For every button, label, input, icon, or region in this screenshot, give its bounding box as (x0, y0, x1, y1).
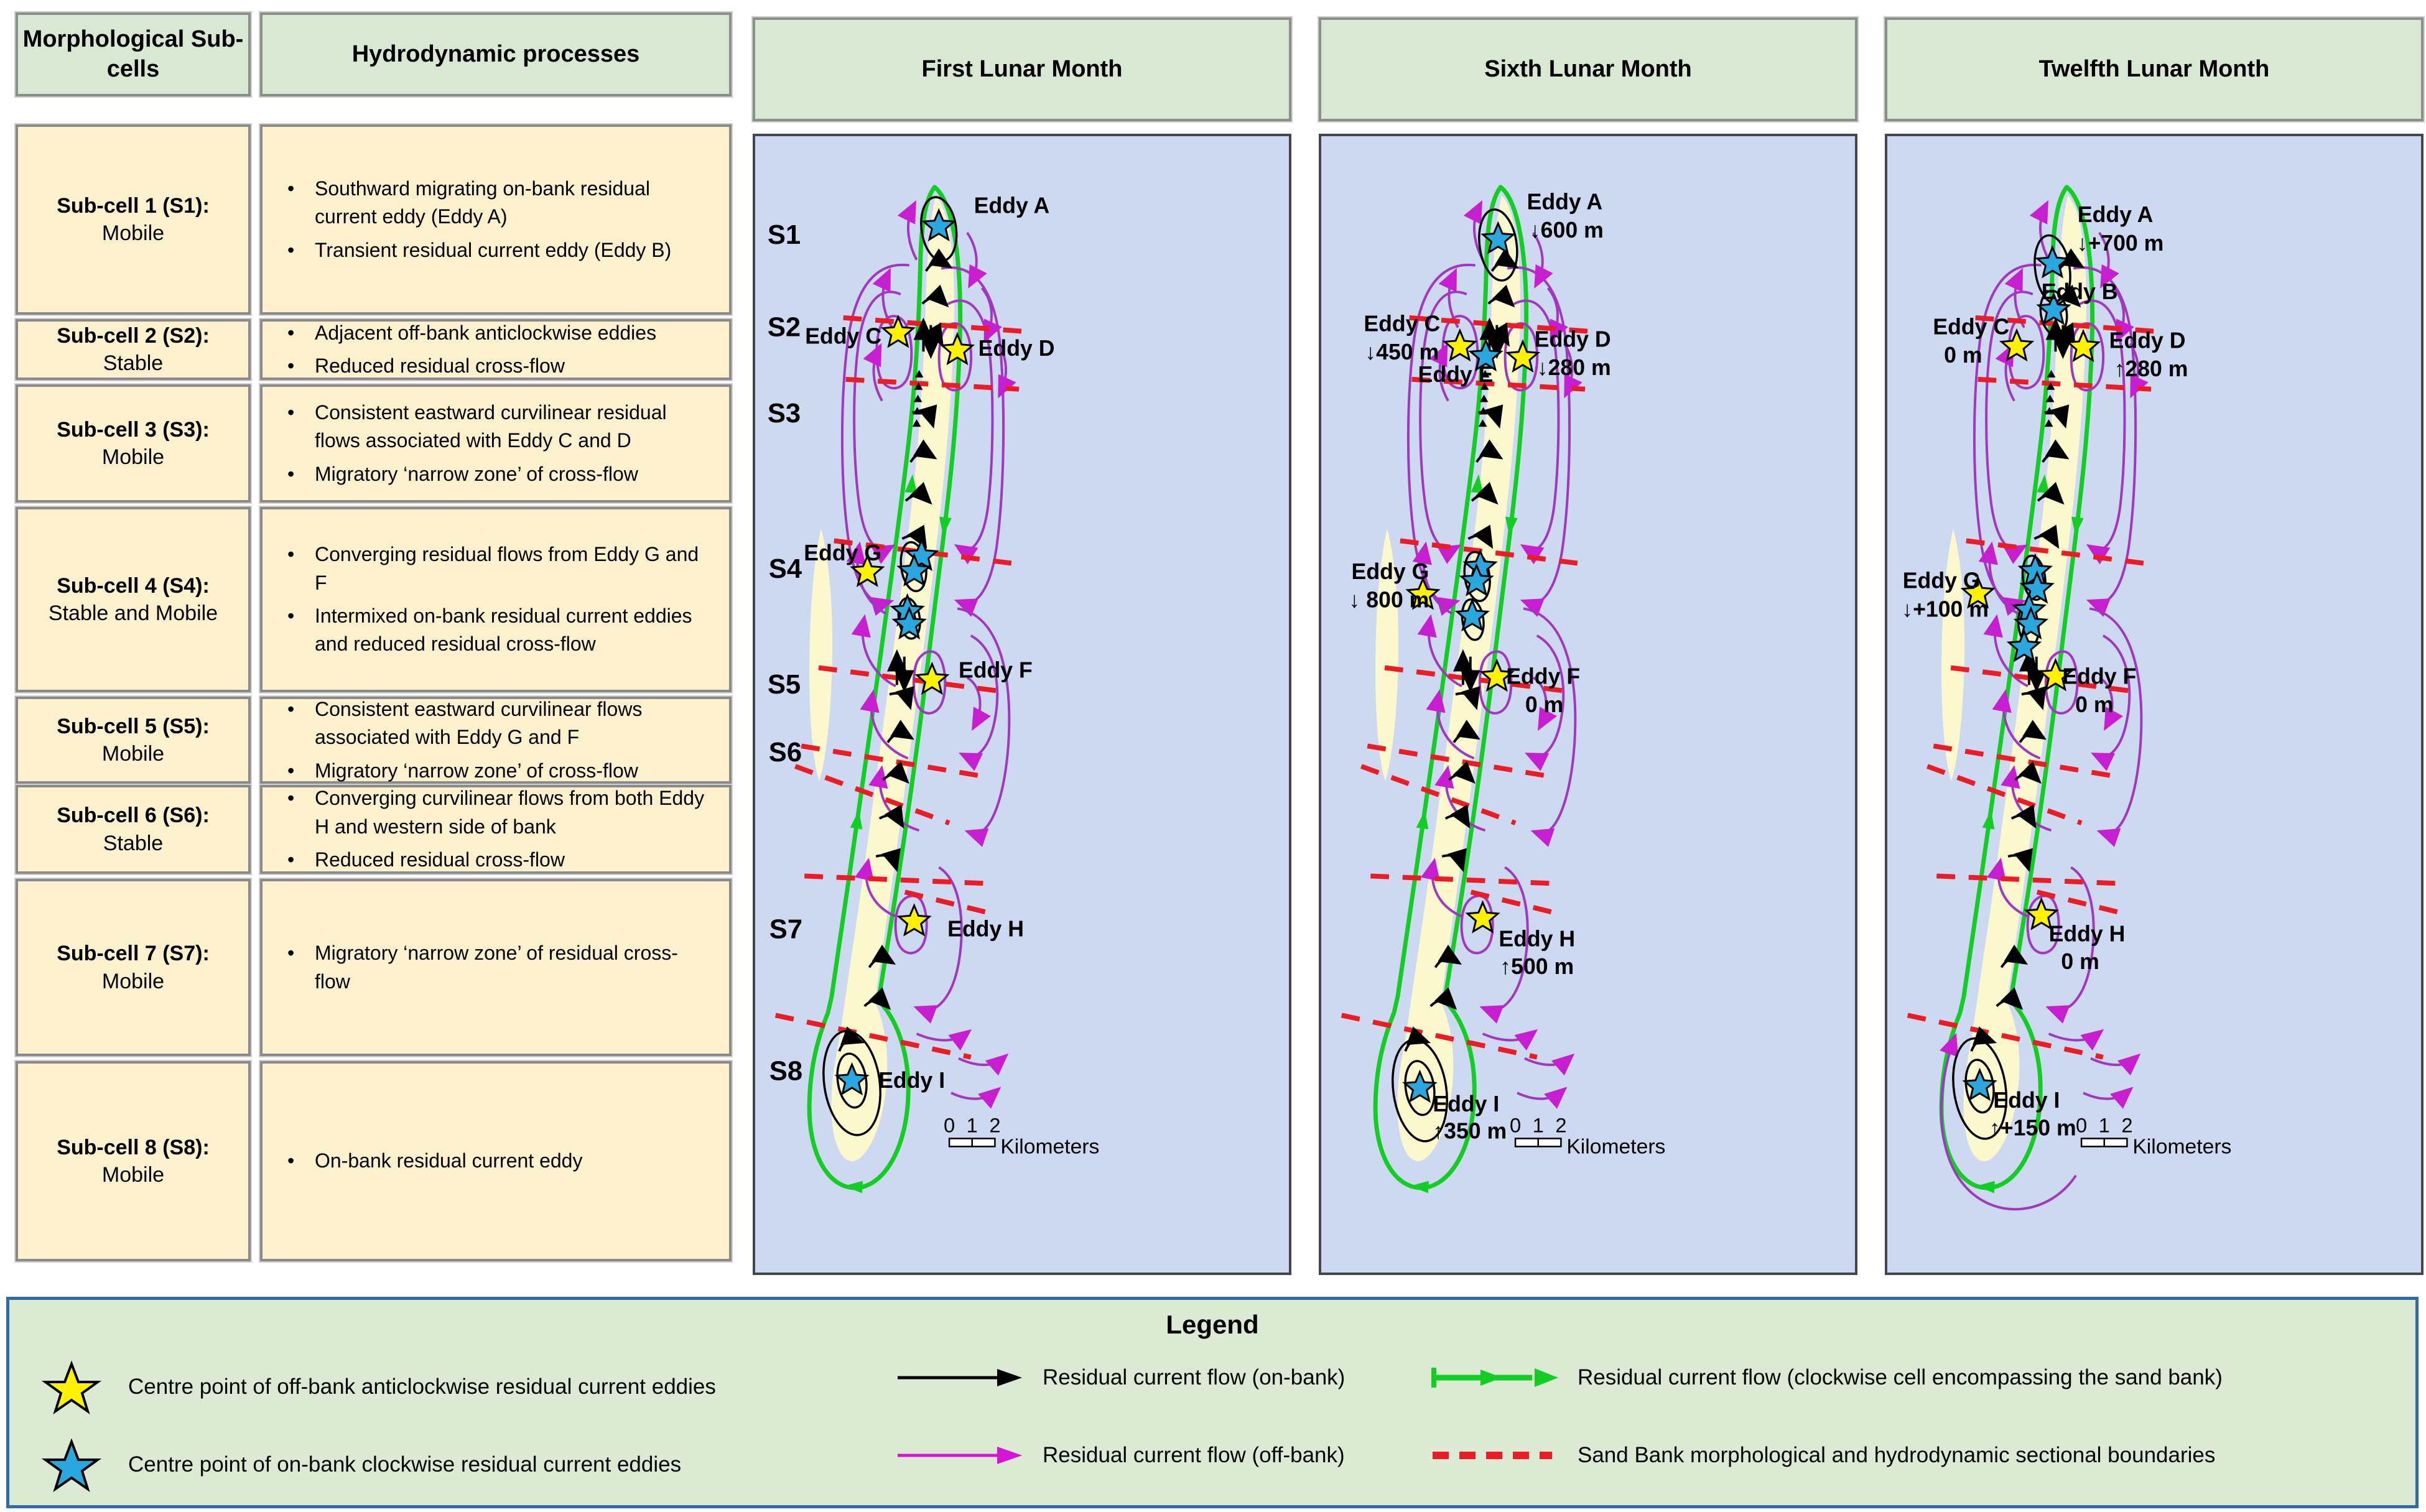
bullet-dot-icon: • (287, 543, 295, 566)
eddy-label: Eddy H (1499, 926, 1576, 952)
subcell-type: Stable and Mobile (48, 601, 218, 625)
bullet-text: Migratory ‘narrow zone’ of cross-flow (315, 759, 638, 782)
subcell-name-cell (16, 384, 251, 503)
process-bullet (287, 319, 710, 347)
section-label: S5 (767, 670, 801, 700)
process-bullet (287, 236, 710, 264)
scale-tick-label: 2 (2121, 1113, 2133, 1137)
subcell-processes-cell (260, 1061, 732, 1261)
subcell-name: Sub-cell 4 (S4): (57, 573, 210, 598)
legend-item-red-dash (1428, 1437, 2215, 1474)
table-header-morphological-label: Morphological Sub-cells (22, 26, 244, 82)
scale-bar-segment (972, 1138, 995, 1146)
bullet-text: Consistent eastward curvilinear residual flows associated with Eddy C and D (315, 401, 667, 452)
legend-item-label: Residual current flow (on-bank) (1043, 1365, 1345, 1389)
map-panel-twelfth (1885, 134, 2424, 1275)
offbank-flow-line (957, 608, 1009, 833)
eddy-label: Eddy D (978, 336, 1055, 361)
scale-unit-label: Kilometers (2132, 1135, 2232, 1159)
map-svg (755, 136, 1289, 1273)
legend-item-label: Residual current flow (clockwise cell encompassing the sand bank) (1578, 1365, 2223, 1389)
eddy-label: Eddy E (1418, 361, 1494, 387)
legend-item-black-arrow (893, 1359, 1345, 1396)
section-label: S4 (768, 554, 802, 584)
scale-bar-segment (949, 1138, 972, 1146)
subcell-processes-cell (260, 697, 732, 784)
bullet-dot-icon: • (287, 401, 295, 424)
section-boundary-dashed-line (804, 876, 984, 883)
process-bullet (287, 352, 710, 380)
section-label: S2 (767, 312, 801, 343)
map-panel-sixth (1319, 134, 1857, 1275)
offbank-flow-line (2083, 1092, 2127, 1098)
subcell-type: Mobile (101, 1163, 165, 1187)
subcell-type: Mobile (101, 742, 165, 766)
bullet-text: Consistent eastward curvilinear flows associated with Eddy G and F (315, 697, 643, 749)
eddy-label: Eddy F (2062, 664, 2137, 689)
bullet-dot-icon: • (287, 355, 295, 377)
offbank-flow-line (2049, 1034, 2098, 1040)
bullet-dot-icon: • (287, 462, 295, 485)
scale-bar-segment (2081, 1138, 2104, 1146)
green-arrow-icon (1428, 1359, 1561, 1396)
subcell-name-cell (16, 785, 251, 874)
bullet-text: On-bank residual current eddy (315, 1149, 583, 1172)
scale-tick-label: 1 (1532, 1113, 1544, 1137)
process-bullet (287, 460, 710, 488)
offbank-flow-line (908, 206, 917, 259)
subcell-name-cell (16, 697, 251, 784)
bullet-dot-icon: • (287, 605, 295, 627)
eddy-migration-value: ↑+150 m (1989, 1115, 2076, 1141)
eddy-label: Eddy A (974, 193, 1050, 218)
process-bullet (287, 757, 710, 785)
eddy-label: Eddy D (1534, 327, 1611, 352)
green-flow-arrowhead-icon (1410, 1180, 1429, 1193)
scale-bar-segment (1515, 1138, 1538, 1146)
eddy-migration-value: 0 m (2075, 692, 2114, 717)
table-header-hydrodynamic-label: Hydrodynamic processes (351, 40, 640, 67)
eddy-label: Eddy I (1993, 1087, 2060, 1113)
eddy-label: Eddy A (1527, 189, 1603, 215)
subcell-type: Stable (103, 351, 164, 375)
scale-tick-label: 1 (2098, 1113, 2110, 1137)
eddy-label: Eddy I (878, 1068, 946, 1093)
secondary-sandbank-shape (809, 529, 832, 781)
section-boundary-dashed-line (1370, 876, 1550, 883)
scale-unit-label: Kilometers (1566, 1135, 1666, 1159)
legend-item-yellow-star (37, 1359, 716, 1415)
bullet-dot-icon: • (287, 177, 295, 200)
eddy-label: Eddy I (1433, 1091, 1500, 1116)
subcell-type: Mobile (101, 969, 165, 993)
eddy-label: Eddy C (805, 323, 882, 349)
subcell-type: Mobile (101, 445, 165, 469)
legend-item-green-arrow (1428, 1359, 2223, 1396)
eddy-label: Eddy G (1351, 559, 1429, 584)
scale-tick-label: 2 (989, 1113, 1001, 1137)
legend-item-label: Centre point of on-bank clockwise residual current eddies (128, 1452, 682, 1477)
offbank-flow-line (1525, 1059, 1569, 1065)
bullet-text: Adjacent off-bank anticlockwise eddies (315, 321, 657, 344)
process-bullet (287, 784, 710, 841)
legend-item-label: Sand Bank morphological and hydrodynamic sectional boundaries (1578, 1443, 2216, 1467)
eddy-migration-value: ↓600 m (1529, 217, 1604, 243)
subcell-name-cell (16, 507, 251, 692)
bullet-dot-icon: • (287, 848, 295, 871)
subcell-name: Sub-cell 2 (S2): (57, 323, 210, 348)
legend-item-magenta-arrow (893, 1437, 1345, 1474)
map-title-first-label: First Lunar Month (921, 56, 1123, 82)
scale-tick-label: 0 (943, 1113, 955, 1137)
bullet-text: Migratory ‘narrow zone’ of cross-flow (315, 462, 638, 485)
bullet-dot-icon: • (287, 759, 295, 782)
eddy-label: Eddy G (804, 540, 882, 566)
section-label: S6 (768, 738, 802, 768)
eddy-migration-value: 0 m (1525, 692, 1564, 717)
table-header-morphological (16, 12, 251, 96)
scale-tick-label: 1 (966, 1113, 978, 1137)
eddy-label: Eddy G (1902, 568, 1981, 593)
map-title-twelfth-label: Twelfth Lunar Month (2038, 56, 2270, 82)
map-title-sixth-label: Sixth Lunar Month (1484, 56, 1692, 82)
offbank-flow-line (917, 1034, 966, 1040)
section-label: S1 (767, 220, 801, 250)
green-flow-arrowhead-icon (844, 1180, 863, 1193)
offbank-flow-line (1523, 608, 1575, 833)
eddy-label: Eddy D (2109, 328, 2186, 353)
secondary-sandbank-shape (1941, 529, 1964, 781)
process-bullet (287, 175, 710, 231)
process-bullet (287, 695, 710, 752)
legend (6, 1297, 2419, 1508)
scale-bar (1510, 1114, 1665, 1159)
eddy-migration-value: ↓+700 m (2076, 230, 2164, 256)
offbank-eddy-star-icon (1444, 331, 1475, 360)
eddy-label: Eddy H (947, 916, 1024, 942)
process-bullet (287, 1147, 710, 1175)
legend-title: Legend (1166, 1310, 1259, 1339)
bullet-text: Southward migrating on-bank residual current eddy (Eddy A) (315, 177, 650, 228)
offbank-flow-line (1483, 1034, 1532, 1040)
map-panel-first (753, 134, 1291, 1275)
green-flow-arrowhead-icon (1976, 1180, 1995, 1193)
eddy-label: Eddy A (2077, 202, 2154, 228)
offbank-flow-line (967, 677, 980, 724)
subcell-processes-cell (260, 879, 732, 1056)
process-bullet (287, 939, 710, 996)
subcell-name: Sub-cell 8 (S8): (57, 1135, 210, 1159)
bullet-dot-icon: • (287, 321, 295, 344)
bullet-text: Transient residual current eddy (Eddy B) (315, 238, 672, 261)
subcell-name: Sub-cell 1 (S1): (57, 193, 210, 218)
scale-tick-label: 0 (2075, 1113, 2088, 1137)
bullet-text: Converging curvilinear flows from both Eddy H and western side of bank (315, 787, 705, 838)
section-boundary-dashed-line (905, 892, 987, 912)
yellow-star-icon (37, 1359, 106, 1415)
section-label: S3 (767, 399, 801, 429)
section-label: S8 (769, 1056, 803, 1087)
section-label: S7 (769, 914, 803, 945)
bullet-text: Intermixed on-bank residual current eddies and reduced residual cross-flow (315, 605, 692, 656)
offbank-flow-line (2091, 1059, 2135, 1065)
process-bullet (287, 846, 710, 874)
eddy-migration-value: ↓ 800 m (1349, 587, 1429, 613)
subcell-name: Sub-cell 7 (S7): (57, 942, 210, 966)
eddy-label: Eddy B (2041, 279, 2118, 305)
eddy-label: Eddy C (1364, 311, 1441, 336)
subcell-name: Sub-cell 3 (S3): (57, 417, 210, 442)
map-svg (1887, 136, 2421, 1273)
legend-item-blue-star (37, 1437, 681, 1493)
subcell-name: Sub-cell 5 (S5): (57, 714, 210, 738)
legend-item-label: Residual current flow (off-bank) (1043, 1443, 1345, 1467)
eddy-migration-value: ↑500 m (1500, 953, 1574, 979)
eddy-migration-value: ↓+100 m (1902, 596, 1989, 622)
scale-bar (944, 1114, 1099, 1159)
black-arrow-icon (893, 1359, 1026, 1396)
eddy-migration-value: ↓450 m (1365, 340, 1439, 365)
eddy-label: Eddy F (1506, 664, 1581, 689)
subcell-name: Sub-cell 6 (S6): (57, 804, 210, 828)
process-bullet (287, 399, 710, 455)
bullet-dot-icon: • (287, 1149, 295, 1172)
red-dash-icon (1428, 1437, 1561, 1474)
subcell-name-cell (16, 319, 251, 380)
scale-bar-segment (1538, 1138, 1561, 1146)
section-boundary-dashed-line (1936, 876, 2116, 883)
eddy-migration-value: ↑350 m (1433, 1118, 1507, 1144)
subcell-type: Stable (103, 831, 164, 855)
offbank-flow-line (959, 1059, 1003, 1065)
bullet-dot-icon: • (287, 942, 295, 965)
scale-unit-label: Kilometers (1000, 1135, 1100, 1159)
map-svg (1321, 136, 1855, 1273)
table-header-hydrodynamic (260, 12, 732, 96)
blue-star-icon (37, 1437, 106, 1493)
map-title-twelfth (1885, 17, 2424, 121)
eddy-migration-value: 0 m (1944, 343, 1982, 368)
map-title-first (753, 17, 1291, 121)
subcell-processes-cell (260, 507, 732, 692)
scale-bar (2076, 1114, 2231, 1159)
process-bullet (287, 540, 710, 597)
offbank-flow-line (965, 636, 997, 757)
scale-tick-label: 0 (1509, 1113, 1522, 1137)
subcell-name-cell (16, 879, 251, 1056)
process-bullet (287, 602, 710, 659)
eddy-label: Eddy H (2048, 921, 2126, 947)
bullet-text: Reduced residual cross-flow (315, 848, 565, 871)
bullet-text: Migratory ‘narrow zone’ of residual cross-flow (315, 942, 678, 993)
offbank-flow-line (2040, 206, 2049, 259)
offbank-flow-line (951, 1092, 995, 1098)
eddy-label: Eddy F (958, 657, 1033, 683)
bullet-dot-icon: • (287, 697, 295, 720)
legend-item-label: Centre point of off-bank anticlockwise residual current eddies (128, 1375, 716, 1399)
bullet-text: Reduced residual cross-flow (315, 355, 565, 377)
subcell-processes-cell (260, 785, 732, 874)
magenta-arrow-icon (893, 1437, 1026, 1474)
scale-tick-label: 2 (1555, 1113, 1567, 1137)
offbank-flow-line (2089, 608, 2141, 833)
subcell-name-cell (16, 1061, 251, 1261)
subcell-name-cell (16, 124, 251, 315)
bullet-dot-icon: • (287, 238, 295, 261)
eddy-migration-value: ↑280 m (2114, 356, 2188, 381)
bullet-text: Converging residual flows from Eddy G and F (315, 543, 699, 594)
eddy-migration-value: 0 m (2061, 949, 2099, 975)
scale-bar-segment (2104, 1138, 2127, 1146)
subcell-processes-cell (260, 124, 732, 315)
offbank-flow-line (1517, 1092, 1561, 1098)
subcell-processes-cell (260, 319, 732, 380)
eddy-migration-value: ↓280 m (1536, 355, 1611, 380)
map-title-sixth (1319, 17, 1857, 121)
bullet-dot-icon: • (287, 787, 295, 810)
subcell-processes-cell (260, 384, 732, 503)
eddy-label: Eddy C (1933, 314, 2010, 340)
subcell-type: Mobile (101, 221, 165, 245)
